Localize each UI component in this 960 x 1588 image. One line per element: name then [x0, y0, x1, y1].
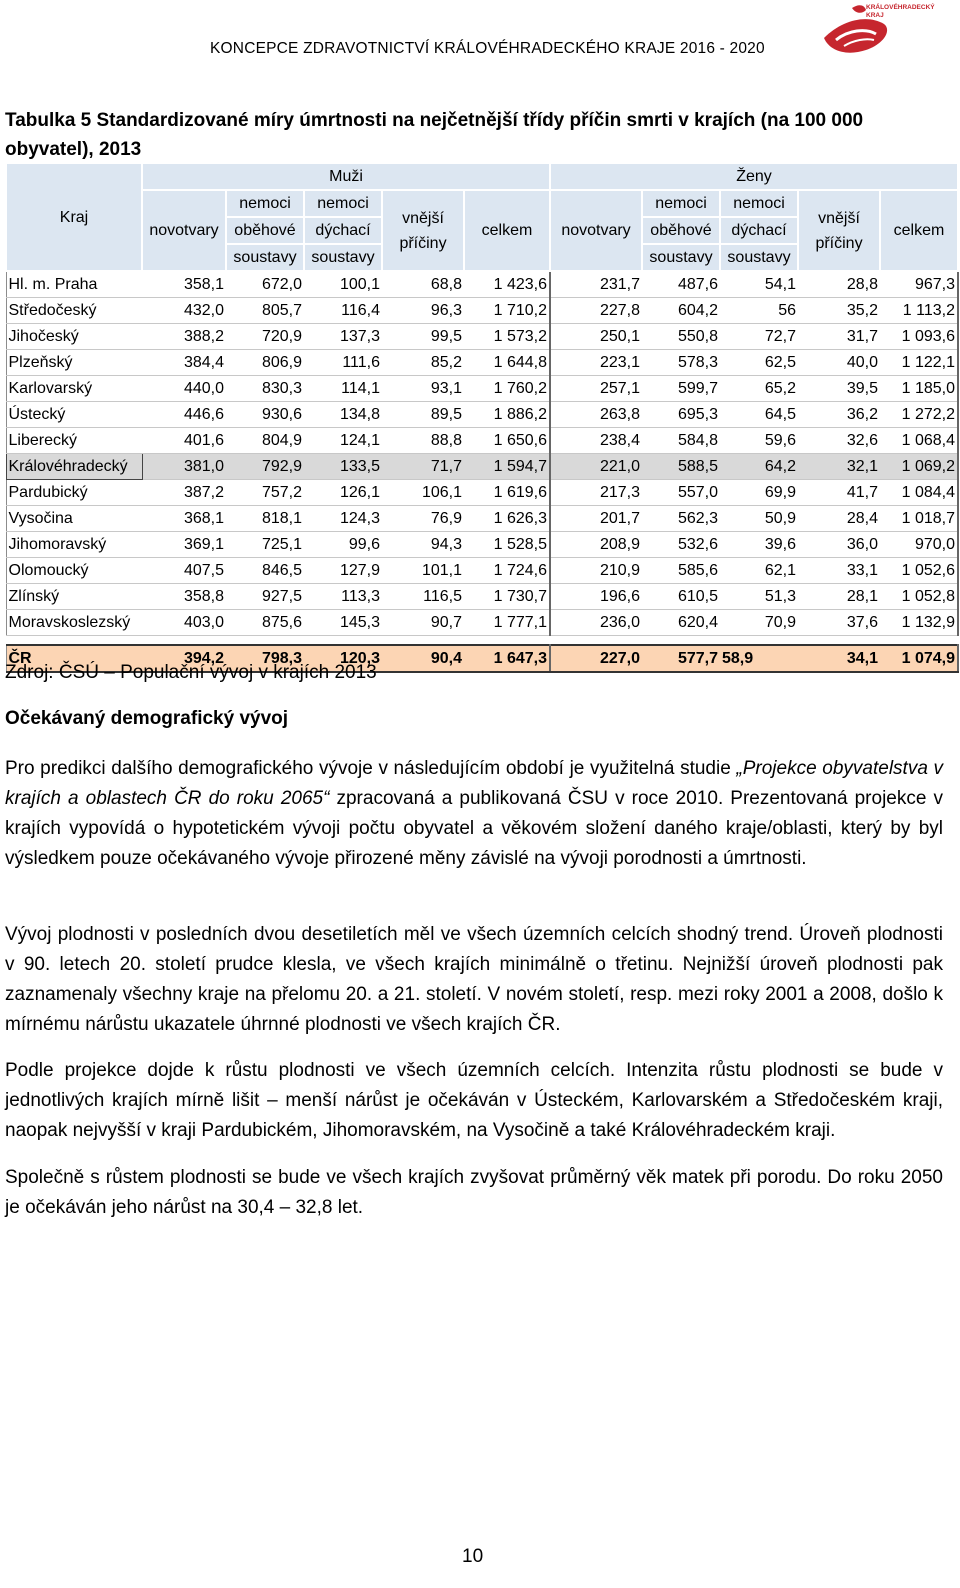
cell-value: 403,0	[142, 610, 226, 636]
cell-value: 1 074,9	[880, 645, 958, 672]
logo-text: KRÁLOVÉHRADECKÝ KRAJ	[866, 4, 935, 19]
table-body	[6, 271, 958, 672]
cell-value: 620,4	[642, 610, 720, 636]
cell-value: 604,2	[642, 298, 720, 324]
cell-value: 757,2	[226, 480, 304, 506]
cell-value: 71,7	[382, 454, 464, 480]
cell-value: 970,0	[880, 532, 958, 558]
cell-kraj: Středočeský	[6, 298, 142, 324]
cell-value: 64,2	[720, 454, 798, 480]
section-title: Očekávaný demografický vývoj	[5, 708, 289, 729]
cell-value: 725,1	[226, 532, 304, 558]
cell-kraj: Karlovarský	[6, 376, 142, 402]
page-number: 10	[462, 1546, 484, 1567]
cell-value: 50,9	[720, 506, 798, 532]
cell-value: 101,1	[382, 558, 464, 584]
cell-value: 1 423,6	[464, 271, 550, 298]
cell-value: 120,3	[304, 645, 382, 672]
table-row	[6, 271, 958, 298]
cell-value: 28,8	[798, 271, 880, 298]
cell-value: 72,7	[720, 324, 798, 350]
cell-value: 68,8	[382, 271, 464, 298]
table-row	[6, 610, 958, 636]
cell-value: 967,3	[880, 271, 958, 298]
header-zeny: Ženy	[550, 163, 958, 190]
header-m-dychaci-1: nemoci	[304, 190, 382, 217]
cell-value: 124,1	[304, 428, 382, 454]
cell-kraj: Hl. m. Praha	[6, 271, 142, 298]
cell-value: 137,3	[304, 324, 382, 350]
cell-value: 221,0	[550, 454, 642, 480]
cell-value: 440,0	[142, 376, 226, 402]
cell-value: 1 650,6	[464, 428, 550, 454]
header-z-dychaci-2: dýchací	[720, 217, 798, 244]
cell-value: 358,1	[142, 271, 226, 298]
cell-value: 1 886,2	[464, 402, 550, 428]
cell-value: 223,1	[550, 350, 642, 376]
cell-value: 89,5	[382, 402, 464, 428]
table-caption: Tabulka 5 Standardizované míry úmrtnosti na nejčetnější třídy příčin smrti v krajích (na 100 000 obyvatel), 2013	[5, 110, 864, 160]
cell-value: 927,5	[226, 584, 304, 610]
table-row	[6, 558, 958, 584]
cell-value: 1 185,0	[880, 376, 958, 402]
cell-value: 100,1	[304, 271, 382, 298]
cell-value: 1 018,7	[880, 506, 958, 532]
cell-value: 798,3	[226, 645, 304, 672]
cell-value: 384,4	[142, 350, 226, 376]
cell-value: 672,0	[226, 271, 304, 298]
cell-value: 111,6	[304, 350, 382, 376]
cell-value: 217,3	[550, 480, 642, 506]
cell-value: 1 272,2	[880, 402, 958, 428]
cell-value: 1 528,5	[464, 532, 550, 558]
paragraph-2: Vývoj plodnosti v posledních dvou desetiletích měl ve všech územních celcích shodný trend. Úroveň plodnosti v 90. letech 20. století prudce klesla, ve všech krajích minimálně o třetinu. Nejnižší úroveň plodnosti pak zaznamenaly všechny kraje na přelomu 20. a 21. století. V novém století, resp. mezi roky 2001 a 2008, došlo k mírnému nárůstu ukazatele úhrnné plodnosti ve všech krajích ČR.	[5, 924, 943, 1035]
header-m-obehove-2: oběhové	[226, 217, 304, 244]
cell-value: 31,7	[798, 324, 880, 350]
table-row	[6, 324, 958, 350]
cell-value: 257,1	[550, 376, 642, 402]
cell-value: 610,5	[642, 584, 720, 610]
table-row	[6, 480, 958, 506]
cell-kraj: Plzeňský	[6, 350, 142, 376]
paragraph-4: Společně s růstem plodnosti se bude ve všech krajích zvyšovat průměrný věk matek při porodu. Do roku 2050 je očekáván jeho nárůst na 30,4 – 32,8 let.	[5, 1167, 943, 1218]
cell-value: 1 647,3	[464, 645, 550, 672]
cell-value: 1 619,6	[464, 480, 550, 506]
cell-value: 830,3	[226, 376, 304, 402]
cell-value: 145,3	[304, 610, 382, 636]
cell-value: 550,8	[642, 324, 720, 350]
table-row	[6, 350, 958, 376]
header-z-dychaci-1: nemoci	[720, 190, 798, 217]
cell-value: 695,3	[642, 402, 720, 428]
cell-value: 584,8	[642, 428, 720, 454]
cell-value: 85,2	[382, 350, 464, 376]
cell-value: 263,8	[550, 402, 642, 428]
cell-value: 201,7	[550, 506, 642, 532]
paragraph-1: Pro predikci dalšího demografického vývoje v následujícím období je využitelná studie „Projekce obyvatelstva v krajích a oblastech ČR do roku 2065“ zpracovaná a publikovaná ČSU v roce 2010. Prezentovaná projekce v krajích vypovídá o hypotetickém vývoji počtu obyvatel a věkovém složení daného kraje/oblasti, který by byl výsledkem pouze očekávaného vývoje přirozené měny závislé na vývoji porodnosti a úmrtnosti.	[5, 758, 944, 869]
cell-value: 90,7	[382, 610, 464, 636]
cell-value: 35,2	[798, 298, 880, 324]
cell-value: 62,5	[720, 350, 798, 376]
cell-value: 36,2	[798, 402, 880, 428]
cell-value: 69,9	[720, 480, 798, 506]
cell-value: 818,1	[226, 506, 304, 532]
header-z-dychaci-3: soustavy	[720, 244, 798, 271]
header-m-obehove-3: soustavy	[226, 244, 304, 271]
cell-value: 562,3	[642, 506, 720, 532]
cell-kraj: Zlínský	[6, 584, 142, 610]
cell-value: 64,5	[720, 402, 798, 428]
cell-value: 39,6	[720, 532, 798, 558]
cell-value: 368,1	[142, 506, 226, 532]
cell-value: 588,5	[642, 454, 720, 480]
cell-value: 116,5	[382, 584, 464, 610]
cell-value: 846,5	[226, 558, 304, 584]
cell-kraj: Ústecký	[6, 402, 142, 428]
cell-value: 32,6	[798, 428, 880, 454]
cell-value: 51,3	[720, 584, 798, 610]
cell-value: 93,1	[382, 376, 464, 402]
cell-value: 1 122,1	[880, 350, 958, 376]
cell-value: 432,0	[142, 298, 226, 324]
cell-value: 32,1	[798, 454, 880, 480]
cell-value: 59,6	[720, 428, 798, 454]
cell-value: 56	[720, 298, 798, 324]
cell-value: 127,9	[304, 558, 382, 584]
table-row	[6, 376, 958, 402]
cell-value: 875,6	[226, 610, 304, 636]
cell-value: 1 068,4	[880, 428, 958, 454]
cell-value: 1 069,2	[880, 454, 958, 480]
cell-value: 407,5	[142, 558, 226, 584]
header-z-celkem: celkem	[880, 190, 958, 271]
cell-value: 401,6	[142, 428, 226, 454]
cell-value: 238,4	[550, 428, 642, 454]
cell-kraj: Olomoucký	[6, 558, 142, 584]
cell-kraj: ČR	[6, 645, 142, 672]
cell-value: 70,9	[720, 610, 798, 636]
cell-value: 88,8	[382, 428, 464, 454]
header-muzi: Muži	[142, 163, 550, 190]
cell-value: 28,4	[798, 506, 880, 532]
cell-value: 133,5	[304, 454, 382, 480]
table-source: Zdroj: ČSÚ – Populační vývoj v krajích 2013	[5, 662, 377, 683]
cell-value: 1 626,3	[464, 506, 550, 532]
cell-value: 41,7	[798, 480, 880, 506]
cell-value: 196,6	[550, 584, 642, 610]
table-gap-row	[6, 636, 958, 646]
cell-value: 446,6	[142, 402, 226, 428]
header-z-obehove-3: soustavy	[642, 244, 720, 271]
table-row	[6, 532, 958, 558]
table-row	[6, 428, 958, 454]
cell-value: 1 113,2	[880, 298, 958, 324]
cell-value: 1 777,1	[464, 610, 550, 636]
header-kraj: Kraj	[6, 163, 142, 271]
cell-value: 1 132,9	[880, 610, 958, 636]
table-row	[6, 454, 958, 480]
cell-value: 58,9	[720, 645, 798, 672]
cell-value: 792,9	[226, 454, 304, 480]
cell-value: 99,6	[304, 532, 382, 558]
header-z-vnejsi: vnější příčiny	[798, 190, 880, 271]
cell-value: 1 084,4	[880, 480, 958, 506]
header-m-dychaci-2: dýchací	[304, 217, 382, 244]
cell-kraj: Jihočeský	[6, 324, 142, 350]
cell-value: 65,2	[720, 376, 798, 402]
cell-value: 1 052,8	[880, 584, 958, 610]
cell-value: 1 644,8	[464, 350, 550, 376]
cell-value: 36,0	[798, 532, 880, 558]
cell-value: 94,3	[382, 532, 464, 558]
cell-value: 1 573,2	[464, 324, 550, 350]
cell-value: 557,0	[642, 480, 720, 506]
cell-value: 134,8	[304, 402, 382, 428]
cell-value: 381,0	[142, 454, 226, 480]
cell-value: 387,2	[142, 480, 226, 506]
cell-value: 99,5	[382, 324, 464, 350]
cell-kraj: Pardubický	[6, 480, 142, 506]
table-row	[6, 298, 958, 324]
cell-value: 54,1	[720, 271, 798, 298]
document-header-title: KONCEPCE ZDRAVOTNICTVÍ KRÁLOVÉHRADECKÉHO KRAJE 2016 - 2020	[210, 40, 765, 57]
cell-value: 388,2	[142, 324, 226, 350]
cell-value: 1 724,6	[464, 558, 550, 584]
cell-value: 577,7	[642, 645, 720, 672]
cell-kraj: Moravskoslezský	[6, 610, 142, 636]
cell-kraj: Liberecký	[6, 428, 142, 454]
cell-kraj: Jihomoravský	[6, 532, 142, 558]
header-z-obehove-1: nemoci	[642, 190, 720, 217]
cell-value: 578,3	[642, 350, 720, 376]
cell-value: 585,6	[642, 558, 720, 584]
cell-value: 28,1	[798, 584, 880, 610]
cell-value: 33,1	[798, 558, 880, 584]
cell-value: 804,9	[226, 428, 304, 454]
cell-value: 805,7	[226, 298, 304, 324]
cell-value: 40,0	[798, 350, 880, 376]
cell-value: 1 760,2	[464, 376, 550, 402]
cell-value: 76,9	[382, 506, 464, 532]
header-z-obehove-2: oběhové	[642, 217, 720, 244]
table-row	[6, 402, 958, 428]
header-m-novotvary: novotvary	[142, 190, 226, 271]
header-m-vnejsi: vnější příčiny	[382, 190, 464, 271]
cell-value: 126,1	[304, 480, 382, 506]
cell-value: 250,1	[550, 324, 642, 350]
cell-value: 227,8	[550, 298, 642, 324]
cell-value: 113,3	[304, 584, 382, 610]
header-z-novotvary: novotvary	[550, 190, 642, 271]
cell-value: 124,3	[304, 506, 382, 532]
table-row	[6, 584, 958, 610]
cell-value: 720,9	[226, 324, 304, 350]
cell-value: 369,1	[142, 532, 226, 558]
cell-value: 806,9	[226, 350, 304, 376]
cell-kraj: Královéhradecký	[6, 454, 142, 480]
cell-value: 34,1	[798, 645, 880, 672]
cell-value: 37,6	[798, 610, 880, 636]
cell-value: 90,4	[382, 645, 464, 672]
cell-kraj: Vysočina	[6, 506, 142, 532]
cell-value: 210,9	[550, 558, 642, 584]
paragraph-3: Podle projekce dojde k růstu plodnosti ve všech územních celcích. Intenzita růstu plodnosti se bude v jednotlivých krajích mírně lišit – menší nárůst je očekáván v Ústeckém, Karlovarském a Středočeském kraji, naopak nejvyšší v kraji Pardubickém, Jihomoravském, na Vysočině a také Královéhradeckém kraji.	[5, 1060, 943, 1141]
cell-value: 1 052,6	[880, 558, 958, 584]
cell-value: 1 093,6	[880, 324, 958, 350]
cell-value: 930,6	[226, 402, 304, 428]
header-m-celkem: celkem	[464, 190, 550, 271]
cell-value: 1 730,7	[464, 584, 550, 610]
cell-value: 532,6	[642, 532, 720, 558]
cell-value: 62,1	[720, 558, 798, 584]
cell-value: 358,8	[142, 584, 226, 610]
header-m-dychaci-3: soustavy	[304, 244, 382, 271]
cell-value: 599,7	[642, 376, 720, 402]
header-m-obehove-1: nemoci	[226, 190, 304, 217]
cell-value: 1 594,7	[464, 454, 550, 480]
table-row	[6, 506, 958, 532]
cell-value: 114,1	[304, 376, 382, 402]
mortality-table	[5, 162, 959, 673]
cell-value: 231,7	[550, 271, 642, 298]
cell-value: 96,3	[382, 298, 464, 324]
cell-value: 1 710,2	[464, 298, 550, 324]
cell-value: 236,0	[550, 610, 642, 636]
cell-value: 116,4	[304, 298, 382, 324]
cell-value: 227,0	[550, 645, 642, 672]
cell-value: 106,1	[382, 480, 464, 506]
cell-value: 39,5	[798, 376, 880, 402]
cell-value: 208,9	[550, 532, 642, 558]
cell-value: 487,6	[642, 271, 720, 298]
study-title: „Projekce obyvatelstva v krajích a oblastech ČR do roku 2065“	[5, 758, 944, 809]
cell-value: 394,2	[142, 645, 226, 672]
